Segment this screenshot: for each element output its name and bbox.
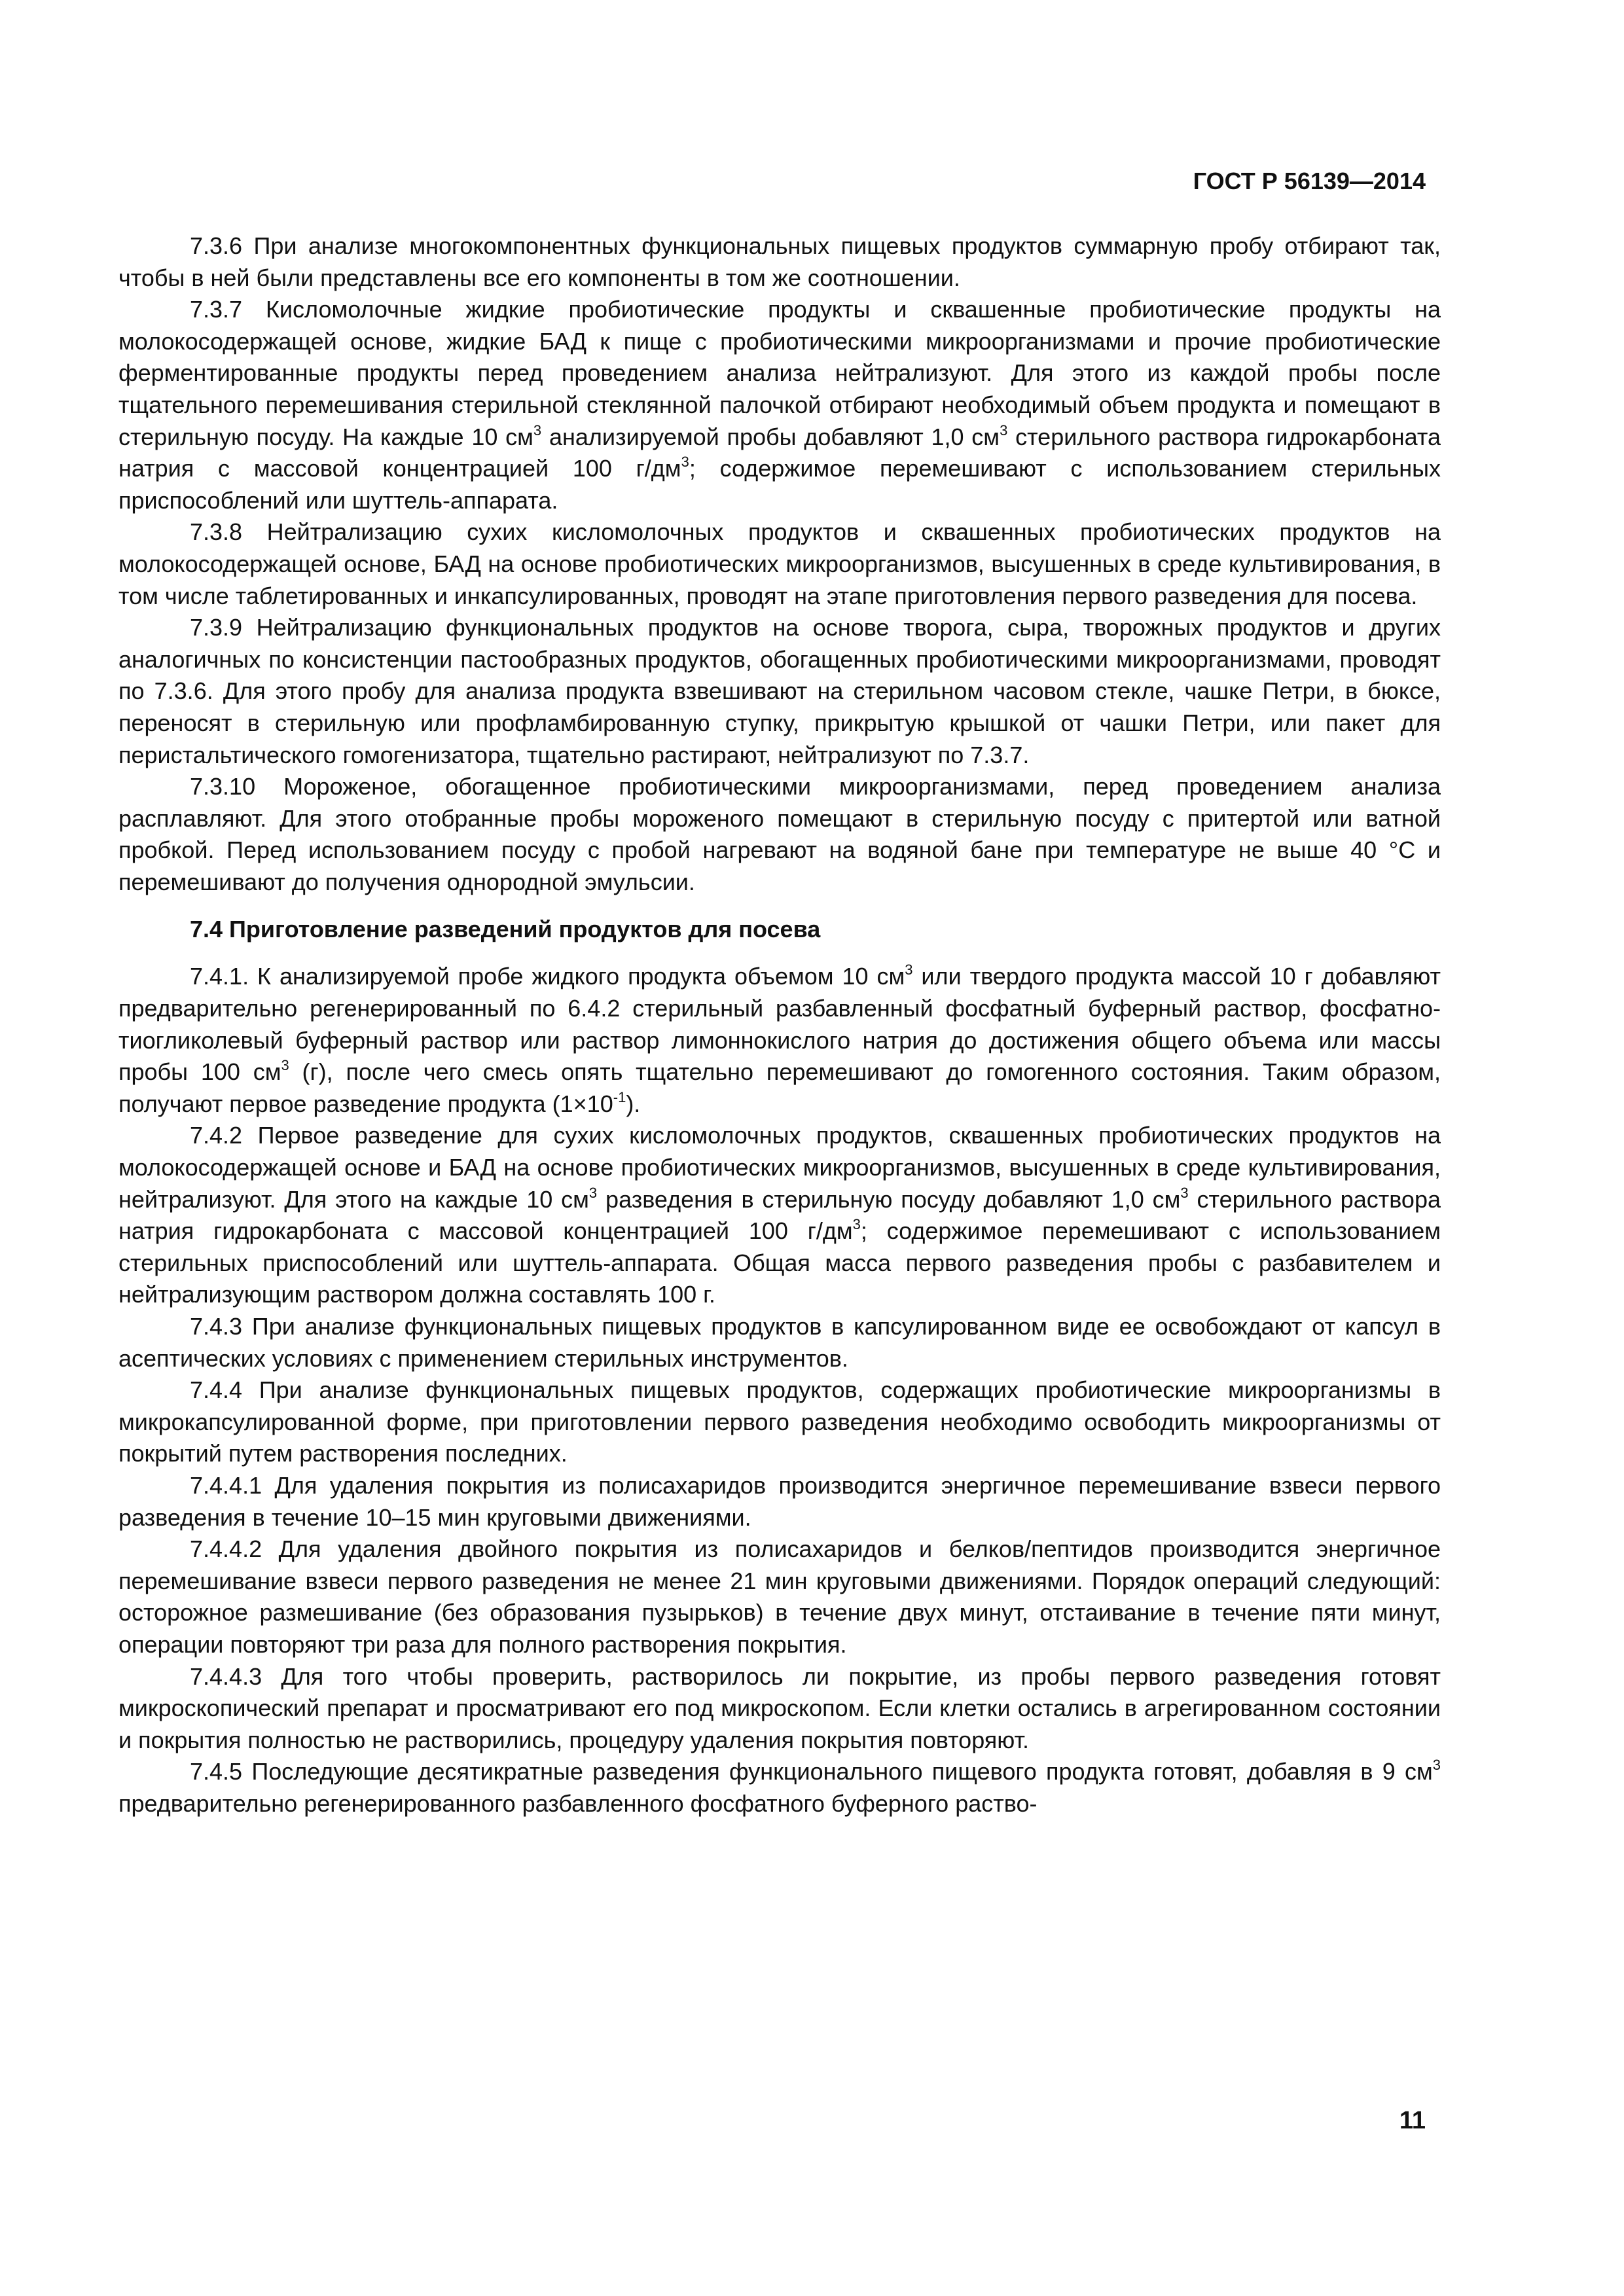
- text-segment: 7.3.7 Кисломолочные жидкие пробиотические продукты и сквашенные пробиотические продукты на молокосодержащей основе, жидкие БАД к пище с пробиотическими микроорганизмами и прочие пробиотические ферментированные продукты перед проведением анализа нейтрализуют. Для этого из каждой пробы после тщательного перемешивания стерильной стеклянной палочкой отбирают необходимый объем продукта и помещают в стерильную посуду. На каждые 10 см: [118, 296, 1441, 450]
- superscript: -1: [613, 1088, 626, 1105]
- page-number: 11: [1399, 2107, 1426, 2134]
- superscript: 3: [1000, 422, 1008, 439]
- paragraph-7-4-4-2: 7.4.4.2 Для удаления двойного покрытия из полисахаридов и белков/пептидов производится энергичное перемешивание взвеси первого разведения не менее 21 мин круговыми движениями. Порядок операций следующий: осторожное размешивание (без образования пузырьков) в течение двух минут, отстаивание в течение пяти минут, операции повторяют три раза для полного растворения покрытия.: [118, 1535, 1441, 1658]
- paragraph-7-4-1: [118, 961, 1441, 1120]
- superscript: 3: [1180, 1184, 1189, 1201]
- superscript: 3: [533, 422, 542, 439]
- text-segment: 7.4.5 Последующие десятикратные разведения функционального пищевого продукта готовят, добавляя в 9 см: [190, 1758, 1433, 1785]
- text-segment: предварительно регенерированного разбавленного фосфатного буферного раство-: [118, 1789, 1038, 1817]
- paragraph-7-3-7: [118, 294, 1441, 516]
- paragraph-7-4-5: [118, 1756, 1441, 1820]
- paragraph-7-4-4-3: 7.4.4.3 Для того чтобы проверить, растворилось ли покрытие, из пробы первого разведения готовят микроскопический препарат и просматривают его под микроскопом. Если клетки остались в агрегированном состоянии и покрытия полностью не растворились, процедуру удаления покрытия повторяют.: [118, 1662, 1441, 1753]
- text-segment: ).: [626, 1090, 641, 1117]
- text-segment: ; содержимое перемешивают с использованием стерильных приспособлений или шуттель-аппарата.: [118, 455, 1441, 514]
- paragraph-7-3-6: 7.3.6 При анализе многокомпонентных функциональных пищевых продуктов суммарную пробу отбирают так, чтобы в ней были представлены все его компоненты в том же соотношении.: [118, 232, 1441, 291]
- text-segment: или твердого продукта массой 10 г добавляют предварительно регенерированный по 6.4.2 стерильный разбавленный фосфатный буферный раствор, фосфатно-тиогликолевый буферный раствор или раствор лимоннокислого натрия до достижения общего объема или массы пробы 100 см: [118, 963, 1441, 1086]
- superscript: 3: [281, 1057, 289, 1074]
- paragraph-7-4-4-1: 7.4.4.1 Для удаления покрытия из полисахаридов производится энергичное перемешивание взвеси первого разведения в течение 10–15 мин круговыми движениями.: [118, 1471, 1441, 1531]
- superscript: 3: [852, 1216, 861, 1233]
- superscript: 3: [588, 1184, 598, 1201]
- paragraph-7-4-3: 7.4.3 При анализе функциональных пищевых продуктов в капсулированном виде ее освобождают от капсул в асептических условиях с применением стерильных инструментов.: [118, 1313, 1441, 1372]
- superscript: 3: [1432, 1757, 1441, 1774]
- section-heading-7-4: 7.4 Приготовление разведений продуктов для посева: [190, 916, 821, 943]
- text-segment: 7.4.1. К анализируемой пробе жидкого продукта объемом 10 см: [190, 963, 905, 990]
- document-body: [118, 230, 1441, 1820]
- paragraph-7-4-2: [118, 1120, 1441, 1311]
- paragraph-7-4-4: 7.4.4 При анализе функциональных пищевых продуктов, содержащих пробиотические микроорганизмы в микрокапсулированной форме, при приготовлении первого разведения необходимо освободить микроорганизмы от покрытий путем растворения последних.: [118, 1376, 1441, 1467]
- text-segment: стерильного раствора натрия гидрокарбоната с массовой концентрацией 100 г/дм: [118, 1185, 1441, 1245]
- text-segment: разведения в стерильную посуду добавляют 1,0 см: [597, 1185, 1181, 1213]
- text-segment: ; содержимое перемешивают с использованием стерильных приспособлений или шуттель-аппарата. Общая масса первого разведения пробы с разбавителем и нейтрализующим раствором должна составлять 100 г.: [118, 1217, 1441, 1308]
- text-segment: 7.4.2 Первое разведение для сухих кисломолочных продуктов, сквашенных пробиотических продуктов на молокосодержащей основе и БАД на основе пробиотических микроорганизмов, высушенных в среде культивирования, нейтрализуют. Для этого на каждые 10 см: [118, 1122, 1441, 1213]
- document-code: ГОСТ Р 56139—2014: [1193, 168, 1426, 194]
- paragraph-7-3-8: 7.3.8 Нейтрализацию сухих кисломолочных продуктов и сквашенных пробиотических продуктов на молокосодержащей основе, БАД на основе пробиотических микроорганизмов, высушенных в среде культивирования, в том числе таблетированных и инкапсулированных, проводят на этапе приготовления первого разведения для посева.: [118, 518, 1441, 609]
- text-segment: стерильного раствора гидрокарбоната натрия с массовой концентрацией 100 г/дм: [118, 423, 1441, 482]
- superscript: 3: [681, 454, 689, 471]
- text-segment: анализируемой пробы добавляют 1,0 см: [541, 423, 1000, 450]
- paragraph-7-3-10: 7.3.10 Мороженое, обогащенное пробиотическими микроорганизмами, перед проведением анализа расплавляют. Для этого отобранные пробы мороженого помещают в стерильную посуду с притертой или ватной пробкой. Перед использованием посуду с пробой нагревают на водяной бане при температуре не выше 40 °С и перемешивают до получения однородной эмульсии.: [118, 773, 1441, 895]
- text-segment: (г), после чего смесь опять тщательно перемешивают до гомогенного состояния. Таким образом, получают первое разведение продукта (1×10: [118, 1058, 1441, 1117]
- superscript: 3: [905, 961, 913, 978]
- paragraph-7-3-9: 7.3.9 Нейтрализацию функциональных продуктов на основе творога, сыра, творожных продуктов и других аналогичных по консистенции пастообразных продуктов, обогащенных пробиотическими микроорганизмами, проводят по 7.3.6. Для этого пробу для анализа продукта взвешивают на стерильном часовом стекле, чашке Петри, в бюксе, переносят в стерильную или профламбированную ступку, прикрытую крышкой от чашки Петри, или пакет для перистальтического гомогенизатора, тщательно растирают, нейтрализуют по 7.3.7.: [118, 614, 1441, 768]
